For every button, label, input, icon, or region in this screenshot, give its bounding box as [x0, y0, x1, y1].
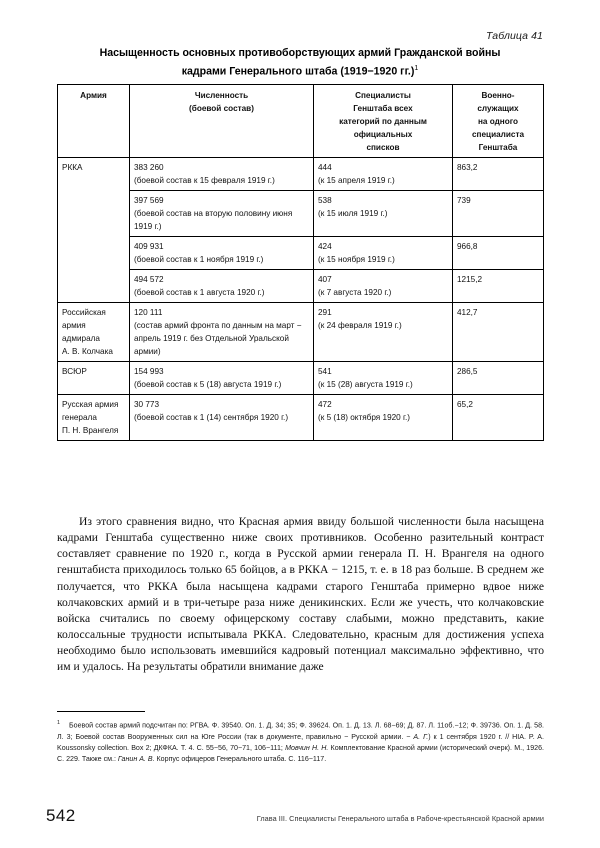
- header-ratio-line1: Военно-: [481, 91, 515, 100]
- specialists-number: 444: [318, 163, 332, 172]
- cell-strength: [130, 395, 314, 441]
- table-title-footnote-ref: 1: [414, 65, 419, 72]
- strength-number: 397 569: [134, 196, 164, 205]
- cell-specialists: [314, 303, 453, 362]
- army-name-line1: Российская: [62, 308, 106, 317]
- header-ratio-line2: служащих: [477, 104, 519, 113]
- table-row: [58, 395, 544, 441]
- strength-note: (боевой состав к 1 августа 1920 г.): [134, 288, 265, 297]
- table-header-row: [58, 85, 544, 158]
- cell-ratio: [453, 362, 544, 395]
- page-number: 542: [46, 806, 76, 825]
- header-ratio-line4: специалиста: [471, 130, 525, 139]
- army-name-line2: армия: [62, 321, 86, 330]
- army-name-line2: генерала: [62, 413, 97, 422]
- cell-ratio: [453, 191, 544, 237]
- table-row: [58, 237, 544, 270]
- table-header: [58, 85, 544, 158]
- specialists-number: 424: [318, 242, 332, 251]
- cell-strength: [130, 362, 314, 395]
- cell-army-vsyur: [58, 362, 130, 395]
- column-header-strength: [130, 85, 314, 158]
- cell-strength: [130, 191, 314, 237]
- header-specialists-line5: списков: [366, 143, 400, 152]
- specialists-number: 407: [318, 275, 332, 284]
- specialists-number: 541: [318, 367, 332, 376]
- strength-note: (боевой состав к 15 февраля 1919 г.): [134, 176, 275, 185]
- strength-number: 30 773: [134, 400, 160, 409]
- army-name-line: РККА: [62, 163, 83, 172]
- table-row: [58, 303, 544, 362]
- specialists-number: 538: [318, 196, 332, 205]
- army-name-line3: П. Н. Врангеля: [62, 426, 119, 435]
- specialists-note: (к 5 (18) октября 1920 г.): [318, 413, 410, 422]
- header-ratio-line5: Генштаба: [478, 143, 518, 152]
- specialists-note: (к 24 февраля 1919 г.): [318, 321, 402, 330]
- specialists-note: (к 15 апреля 1919 г.): [318, 176, 395, 185]
- ratio-value: 412,7: [457, 308, 478, 317]
- cell-ratio: [453, 158, 544, 191]
- cell-specialists: [314, 270, 453, 303]
- footnote-part2: ) к 1 сентября 1920 г. // HIA. P. A. Koussonsky collection. Box 2; ДКФКА. Т. 4. С. 55−56, 70−71, 106−111;: [57, 732, 544, 752]
- cell-specialists: [314, 395, 453, 441]
- header-specialists-line2: Генштаба всех: [353, 104, 413, 113]
- cell-strength: [130, 237, 314, 270]
- table-body: [58, 158, 544, 441]
- table-row: [58, 362, 544, 395]
- cell-army-rkka: [58, 158, 130, 303]
- table-title: [57, 46, 543, 80]
- cell-army-kolchak: [58, 303, 130, 362]
- footnote-part3: Комплектование Красной армии (исторический очерк). М., 1926. С. 229. Также см.:: [57, 743, 545, 763]
- table-row: [58, 158, 544, 191]
- strength-note: (боевой состав к 1 (14) сентября 1920 г.): [134, 413, 289, 422]
- footnote-separator-rule: [57, 711, 145, 712]
- specialists-number: 472: [318, 400, 332, 409]
- strength-note: (боевой состав к 1 ноября 1919 г.): [134, 255, 264, 264]
- cell-strength: [130, 303, 314, 362]
- footnote-italic3: Ганин А. В.: [117, 754, 155, 763]
- column-header-ratio: [453, 85, 544, 158]
- specialists-note: (к 7 августа 1920 г.): [318, 288, 392, 297]
- specialists-note: (к 15 ноября 1919 г.): [318, 255, 395, 264]
- army-name-line3: адмирала: [62, 334, 100, 343]
- army-name-line4: А. В. Колчака: [62, 347, 113, 356]
- table-title-line1: Насыщенность основных противоборствующих армий Гражданской войны: [99, 47, 501, 59]
- ratio-value: 1215,2: [457, 275, 483, 284]
- specialists-note: (к 15 (28) августа 1919 г.): [318, 380, 413, 389]
- saturation-table: [57, 84, 544, 441]
- cell-ratio: [453, 303, 544, 362]
- cell-specialists: [314, 158, 453, 191]
- army-name-line1: Русская армия: [62, 400, 119, 409]
- header-army-line: Армия: [80, 91, 107, 100]
- specialists-note: (к 15 июля 1919 г.): [318, 209, 388, 218]
- cell-strength: [130, 270, 314, 303]
- footnote-part4: Корпус офицеров Генерального штаба. С. 116−117.: [154, 754, 327, 763]
- header-specialists-line3: категорий по данным: [339, 117, 427, 126]
- cell-ratio: [453, 395, 544, 441]
- strength-note: (состав армий фронта по данным на март − апрель 1919 г. без Отдельной Уральской армии): [134, 321, 302, 356]
- footnote-italic1: А. Г.: [413, 732, 429, 741]
- cell-specialists: [314, 362, 453, 395]
- header-specialists-line1: Специалисты: [355, 91, 411, 100]
- cell-specialists: [314, 191, 453, 237]
- table-row: [58, 270, 544, 303]
- table-row: [58, 191, 544, 237]
- cell-army-wrangel: [58, 395, 130, 441]
- cell-specialists: [314, 237, 453, 270]
- cell-ratio: [453, 237, 544, 270]
- cell-ratio: [453, 270, 544, 303]
- strength-number: 120 111: [134, 308, 163, 317]
- cell-strength: [130, 158, 314, 191]
- specialists-number: 291: [318, 308, 332, 317]
- strength-number: 154 993: [134, 367, 164, 376]
- header-specialists-line4: официальных: [353, 130, 413, 139]
- strength-number: 494 572: [134, 275, 164, 284]
- column-header-army: [58, 85, 130, 158]
- table-title-line2: кадрами Генерального штаба (1919−1920 гг.): [181, 65, 415, 78]
- ratio-value: 966,8: [457, 242, 478, 251]
- footnote-marker: 1: [57, 720, 60, 726]
- footnote-italic2: Мовчин Н. Н.: [285, 743, 329, 752]
- header-strength-line2: (боевой состав): [189, 104, 254, 113]
- footnote-part1: Боевой состав армий подсчитан по: РГВА. Ф. 39540. Оп. 1. Д. 34; 35; Ф. 39624. Оп. 1. Д. 13. Л. 68−69; Д. 87. Л. 11об.−12; Ф. 39736. Оп. 1. Д. 58. Л. 3; Боевой состав Вооруженных сил на Юге России (так в документе, правильно − Русской армии. −: [57, 721, 544, 741]
- strength-number: 409 931: [134, 242, 164, 251]
- header-ratio-line3: на одного: [477, 117, 519, 126]
- army-name-line: ВСЮР: [62, 367, 87, 376]
- footnote-1: [57, 718, 544, 765]
- column-header-specialists: [314, 85, 453, 158]
- running-head: Глава III. Специалисты Генерального штаба в Рабоче-крестьянской Красной армии: [256, 814, 544, 823]
- strength-note: (боевой состав к 5 (18) августа 1919 г.): [134, 380, 282, 389]
- header-strength-line1: Численность: [194, 91, 249, 100]
- strength-note: (боевой состав на вторую половину июня 1919 г.): [134, 209, 293, 231]
- strength-number: 383 260: [134, 163, 164, 172]
- ratio-value: 739: [457, 196, 471, 205]
- body-paragraph: Из этого сравнения видно, что Красная армия ввиду большой численности была насыщена кадрами Генштаба существенно ниже своих противников. Особенно разительный контраст составляет сравнение по 1920 г., когда в Русской армии генерала П. Н. Врангеля на одного генштабиста приходилось только 65 бойцов, а в РККА − 1215, т. е. в 18 раз больше. В среднем же получается, что РККА была насыщена кадрами старого Генштаба примерно вдвое ниже колчаковских армий и в три-четыре раза ниже деникинских. Если же учесть, что колчаковские войска считались по своему офицерскому составу слабыми, можно представить, какие колоссальные трудности испытывала РККА. Следовательно, красным для достижения успеха необходимо было использовать имевшийся кадровый потенциал максимально эффективно, что им и удалось. На результаты обратили внимание даже: [57, 515, 544, 674]
- ratio-value: 286,5: [457, 367, 478, 376]
- ratio-value: 863,2: [457, 163, 478, 172]
- table-number-label: Таблица 41: [485, 30, 543, 42]
- ratio-value: 65,2: [457, 400, 473, 409]
